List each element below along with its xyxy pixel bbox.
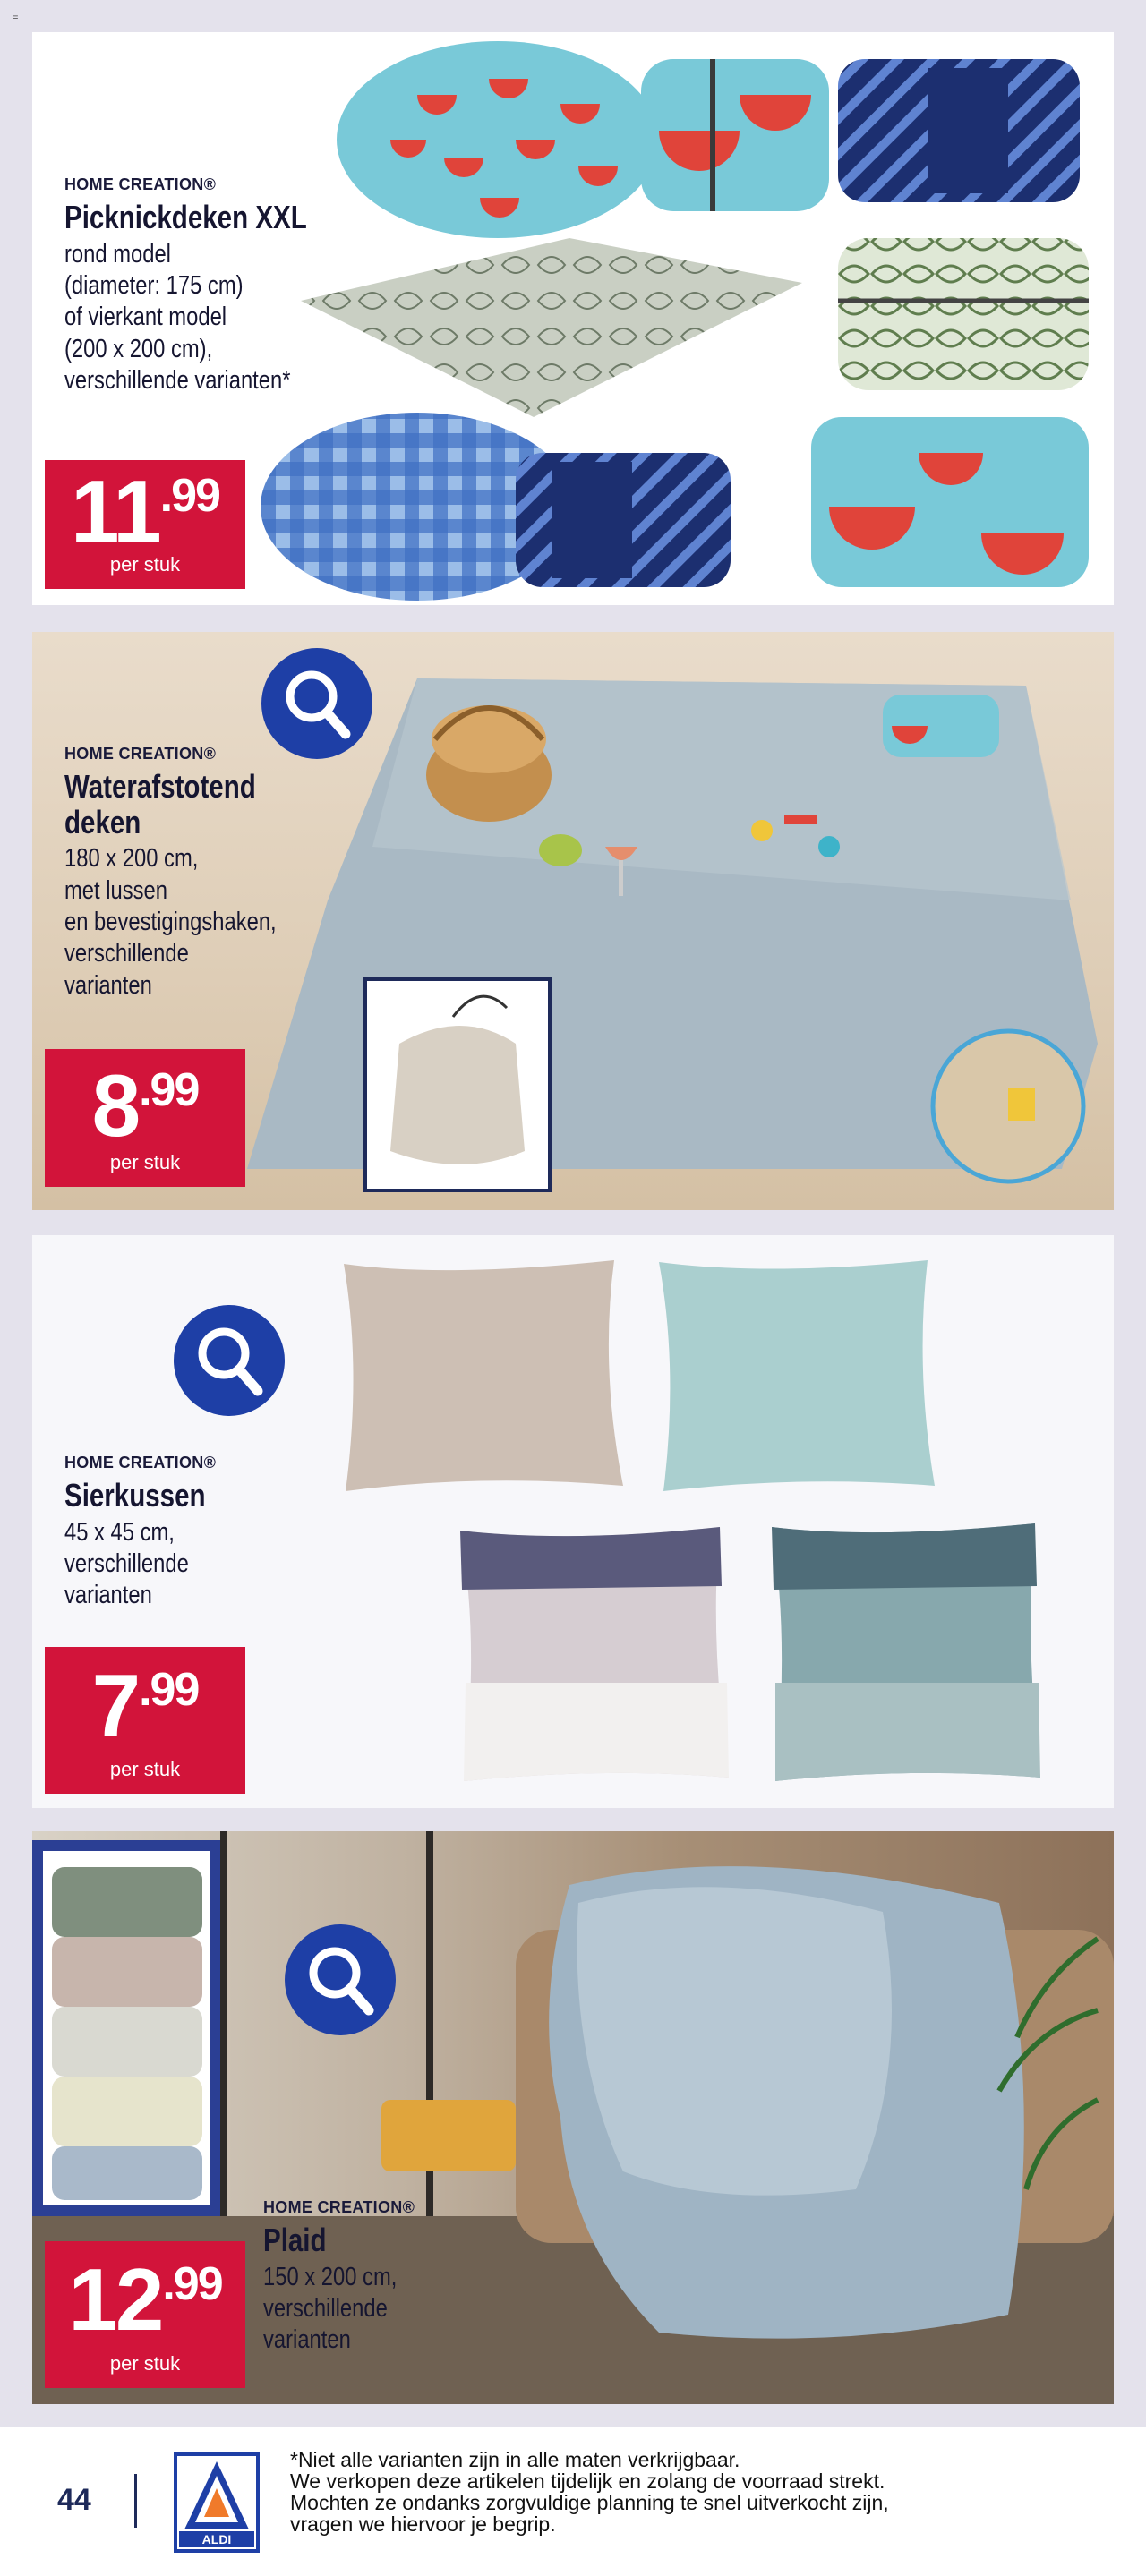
product-title: Sierkussen xyxy=(64,1477,206,1514)
price-tag xyxy=(45,1049,245,1187)
product-desc-line: verschillende xyxy=(64,1548,189,1578)
price-decimals: .99 xyxy=(139,1064,199,1116)
product-title: Plaid xyxy=(263,2222,327,2258)
product-desc-line: varianten xyxy=(263,2325,351,2355)
product-title-line2: deken xyxy=(64,803,141,840)
price-main: 11 xyxy=(71,462,160,560)
product-desc-line: 45 x 45 cm, xyxy=(64,1517,175,1547)
page-number: 44 xyxy=(57,2483,91,2517)
product-title: Waterafstotend xyxy=(64,768,256,805)
disclaimer-line: *Niet alle varianten zijn in alle maten verkrijgbaar. xyxy=(290,2448,740,2471)
product-desc-line: varianten xyxy=(64,1581,152,1610)
product-panel-waterproof-blanket xyxy=(32,632,1114,1210)
product-desc-line: (200 x 200 cm), xyxy=(64,334,213,363)
product-panel-plaid xyxy=(32,1831,1114,2404)
divider xyxy=(134,2474,137,2528)
page-footer xyxy=(0,2427,1146,2576)
search-zoom-icon[interactable] xyxy=(285,1924,396,2035)
disclaimer-line: Mochten ze ondanks zorgvuldige planning te snel uitverkocht zijn, xyxy=(290,2491,889,2515)
price-decimals: .99 xyxy=(139,1664,199,1716)
product-desc-line: of vierkant model xyxy=(64,303,227,332)
price-unit: per stuk xyxy=(109,2352,181,2375)
disclaimer-line: vragen we hiervoor je begrip. xyxy=(290,2512,556,2537)
aldi-logo[interactable] xyxy=(174,2452,260,2553)
product-panel-cushion xyxy=(32,1235,1114,1808)
product-desc-line: 150 x 200 cm, xyxy=(263,2262,398,2291)
product-desc-line: verschillende xyxy=(64,939,189,968)
price-main: 12 xyxy=(68,2250,163,2349)
disclaimer-line: We verkopen deze artikelen tijdelijk en zolang de voorraad strekt. xyxy=(290,2469,885,2494)
price-unit: per stuk xyxy=(109,1151,181,1173)
search-zoom-icon[interactable] xyxy=(261,648,372,759)
product-desc-line: verschillende xyxy=(263,2293,388,2323)
product-desc-line: 180 x 200 cm, xyxy=(64,844,199,874)
price-tag xyxy=(45,2241,245,2388)
price-unit: per stuk xyxy=(109,1758,181,1780)
logo-text: ALDI xyxy=(201,2532,232,2546)
brand-label: HOME CREATION® xyxy=(263,2198,415,2216)
brand-label: HOME CREATION® xyxy=(64,175,217,193)
price-main: 7 xyxy=(91,1656,140,1754)
corner-mark: = xyxy=(13,13,19,23)
price-decimals: .99 xyxy=(159,470,219,522)
search-zoom-icon[interactable] xyxy=(174,1305,285,1416)
product-title: Picknickdeken XXL xyxy=(64,199,307,235)
product-desc-line: verschillende varianten* xyxy=(64,366,291,396)
price-decimals: .99 xyxy=(162,2258,222,2310)
product-desc-line: en bevestigingshaken, xyxy=(64,907,277,936)
price-main: 8 xyxy=(91,1056,140,1155)
price-tag xyxy=(45,1647,245,1794)
product-desc-line: varianten xyxy=(64,970,152,1000)
product-desc-line: rond model xyxy=(64,239,171,269)
brand-label: HOME CREATION® xyxy=(64,745,217,763)
disclaimer xyxy=(290,2449,889,2536)
product-panel-picnic-blanket xyxy=(32,32,1114,605)
brand-label: HOME CREATION® xyxy=(64,1454,217,1471)
product-desc-line: met lussen xyxy=(64,875,167,905)
price-unit: per stuk xyxy=(109,553,181,576)
product-desc-line: (diameter: 175 cm) xyxy=(64,270,244,300)
price-tag xyxy=(45,460,245,589)
